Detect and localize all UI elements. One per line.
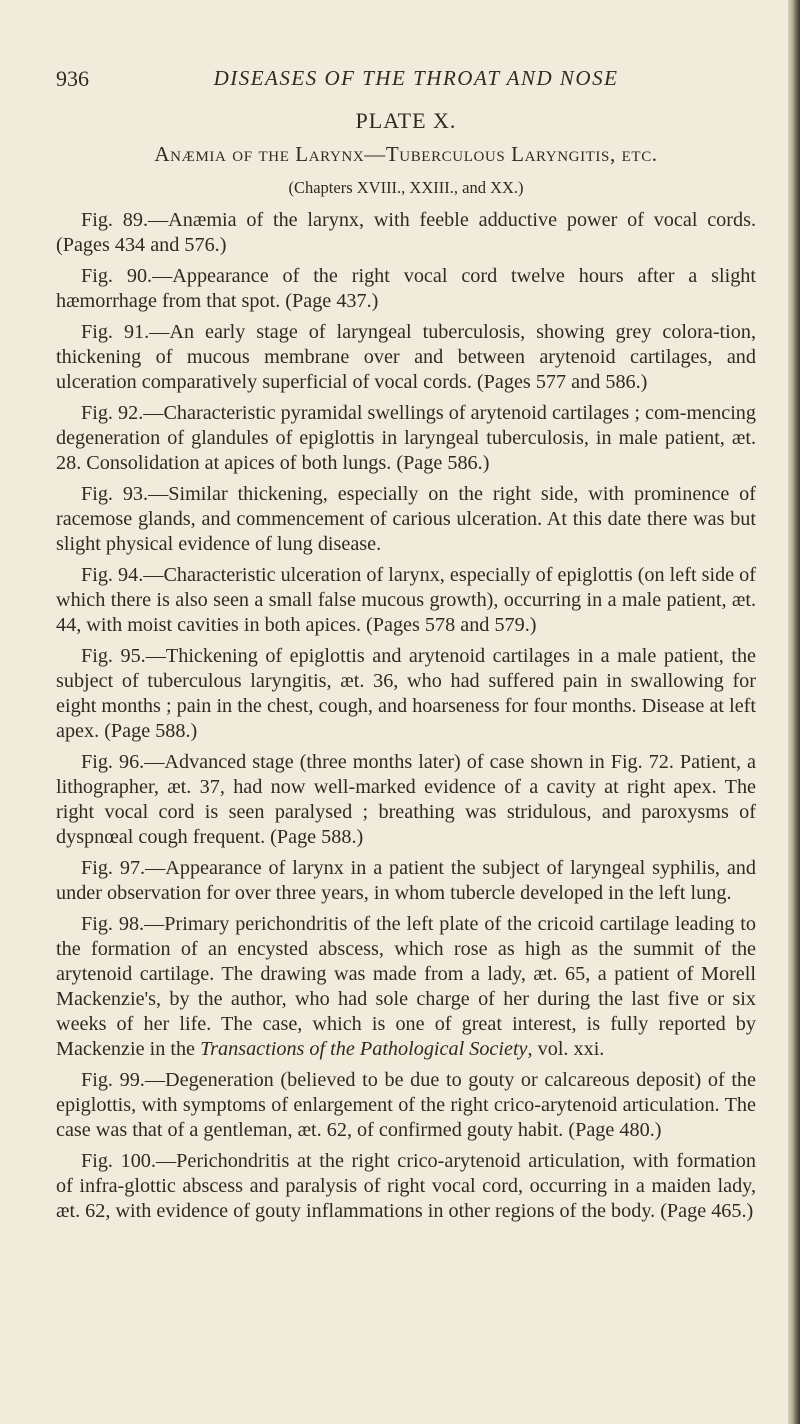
figure-caption-96: Fig. 96.—Advanced stage (three months later) of case shown in Fig. 72. Patient, a lithographer, æt. 37, had now well-marked evidence of a cavity at right apex. The right vocal cord is seen paralysed ; breathing was stridulous, and paroxysms of dyspnœal cough frequent. (Page 588.) (56, 751, 756, 848)
figure-caption-95: Fig. 95.—Thickening of epiglottis and arytenoid cartilages in a male patient, the subject of tuberculous laryngitis, æt. 36, who had suffered pain in swallowing for eight months ; pain in the chest, cough, and hoarseness for four months. Disease at left apex. (Page 588.) (56, 645, 756, 742)
figure-caption-98-text: Fig. 98.—Primary perichondritis of the left plate of the cricoid cartilage leading to the formation of an encysted abscess, which rose as high as the summit of the arytenoid cartilage. The drawing was made from a lady, æt. 65, a patient of Morell Mackenzie's, by the author, who had sole charge of her during the last five or six weeks of her life. The case, which is one of great interest, is fully reported by Mackenzie in the (56, 913, 756, 1060)
figure-caption-97: Fig. 97.—Appearance of larynx in a patient the subject of laryngeal syphilis, and under observation for over three years, in whom tubercle developed in the left lung. (56, 857, 756, 904)
chapters-reference: (Chapters XVIII., XXIII., and XX.) (288, 178, 524, 197)
figure-caption-92: Fig. 92.—Characteristic pyramidal swellings of arytenoid cartilages ; com-mencing degeneration of glandules of epiglottis in laryngeal tuberculosis, in male patient, æt. 28. Consolidation at apices of both lungs. (Page 586.) (56, 402, 756, 474)
page-edge-shadow (788, 0, 800, 1424)
figure-caption-89: Fig. 89.—Anæmia of the larynx, with feeble adductive power of vocal cords. (Pages 434 and 576.) (56, 209, 756, 256)
page-number: 936 (56, 66, 89, 91)
running-head (56, 66, 756, 94)
plate-subtitle: Anæmia of the Larynx—Tuberculous Laryngitis, etc. (154, 142, 658, 166)
plate-title: PLATE X. (355, 108, 457, 133)
figure-caption-98-volume: , vol. xxi. (527, 1038, 605, 1060)
figure-caption-94: Fig. 94.—Characteristic ulceration of larynx, especially of epiglottis (on left side of which there is also seen a small false mucous growth), occurring in a male patient, æt. 44, with moist cavities in both apices. (Pages 578 and 579.) (56, 564, 756, 636)
running-title: DISEASES OF THE THROAT AND NOSE (213, 66, 619, 90)
figure-caption-90: Fig. 90.—Appearance of the right vocal cord twelve hours after a slight hæmorrhage from that spot. (Page 437.) (56, 265, 756, 312)
journal-title: Transactions of the Pathological Society (200, 1038, 528, 1060)
page-content (56, 108, 756, 1230)
figure-caption-91: Fig. 91.—An early stage of laryngeal tuberculosis, showing grey colora-tion, thickening of mucous membrane over and between arytenoid cartilages, and ulceration comparatively superficial of vocal cords. (Pages 577 and 586.) (56, 321, 756, 393)
figure-caption-93: Fig. 93.—Similar thickening, especially on the right side, with prominence of racemose glands, and commencement of carious ulceration. At this date there was but slight physical evidence of lung disease. (56, 483, 756, 555)
figure-caption-100: Fig. 100.—Perichondritis at the right crico-arytenoid articulation, with formation of infra-glottic abscess and paralysis of right vocal cord, occurring in a maiden lady, æt. 62, with evidence of gouty inflammations in other regions of the body. (Page 465.) (56, 1150, 756, 1222)
figure-caption-98 (56, 912, 756, 1062)
figure-caption-99: Fig. 99.—Degeneration (believed to be due to gouty or calcareous deposit) of the epiglottis, with symptoms of enlargement of the right crico-arytenoid articulation. The case was that of a gentleman, æt. 62, of confirmed gouty habit. (Page 480.) (56, 1069, 756, 1141)
